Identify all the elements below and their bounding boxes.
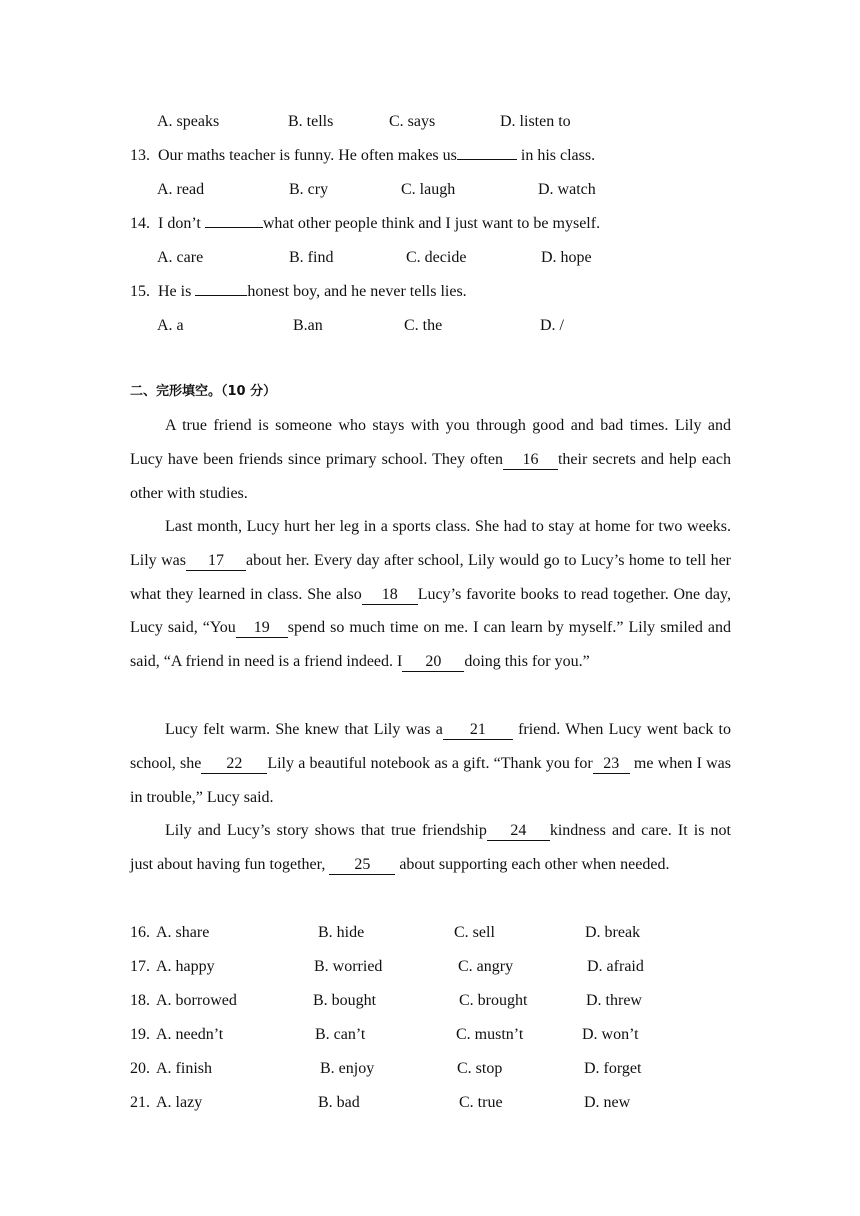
q13-option-a: A. read [157,181,205,198]
option-c: C. sell [454,924,495,941]
question-number: 13. [130,147,150,164]
blank-16: 16 [503,451,558,470]
choice-number: 17. [130,958,150,975]
passage-paragraph-4: Lily and Lucy’s story shows that true friendship 24 kindness and care. It is not just about having fun together, 25 about supporting each other when needed. [130,822,731,873]
blank-19: 19 [236,619,288,638]
q15-option-c: C. the [404,317,443,334]
blank-24: 24 [487,822,550,841]
q14-options [0,248,860,268]
option-b: B. enjoy [320,1060,375,1077]
option-b: B. bad [318,1094,360,1111]
option-d: D. new [584,1094,631,1111]
q15-option-d: D. / [540,317,564,334]
answer-blank [195,295,247,296]
q12-option-c: C. says [389,113,436,130]
q13-option-c: C. laugh [401,181,456,198]
blank-20: 20 [402,653,464,672]
q14-option-b: B. find [289,249,334,266]
question-14 [130,214,600,234]
blank-17: 17 [186,552,246,571]
choice-number: 20. [130,1060,150,1077]
option-d: D. threw [586,992,642,1009]
passage-paragraph-2: Last month, Lucy hurt her leg in a sports class. She had to stay at home for two weeks. Lily was 17 about her. Every day after school, Lily would go to Lucy’s home to tell her what they learned in class. She also 18 Lucy’s favorite books to read together. One day, Lucy said, “You 19 spend so much time on me. I can learn by myself.” Lily smiled and said, “A friend in need is a friend indeed. I 20 doing this for you.” [130,518,732,671]
option-c: C. angry [458,958,514,975]
blank-22: 22 [201,755,267,774]
choice-18 [0,991,860,1011]
question-number: 14. [130,215,150,232]
option-c: C. true [459,1094,503,1111]
option-d: D. forget [584,1060,642,1077]
q12-option-d: D. listen to [500,113,571,130]
option-d: D. afraid [587,958,644,975]
option-b: B. worried [314,958,383,975]
option-a: A. lazy [156,1094,203,1111]
option-d: D. won’t [582,1026,639,1043]
question-number: 15. [130,283,150,300]
option-b: B. can’t [315,1026,366,1043]
q12-option-a: A. speaks [157,113,220,130]
question-stem-end: in his class. [516,147,596,164]
option-c: C. stop [457,1060,503,1077]
option-a: A. borrowed [156,992,237,1009]
q14-option-a: A. care [157,249,204,266]
q13-option-d: D. watch [538,181,596,198]
option-a: A. share [156,924,210,941]
choice-21 [0,1093,860,1113]
choice-number: 19. [130,1026,150,1043]
choice-number: 16. [130,924,150,941]
option-b: B. bought [313,992,377,1009]
question-stem: He is [158,283,196,300]
passage-paragraph-3: Lucy felt warm. She knew that Lily was a 21 friend. When Lucy went back to school, she 22 Lily a beautiful notebook as a gift. “Thank you for 23 me when I was in trouble,” Lucy said. [130,721,731,806]
choice-19 [0,1025,860,1045]
question-13 [130,146,595,166]
choice-17 [0,957,860,977]
option-c: C. mustn’t [456,1026,524,1043]
q13-options [0,180,860,200]
q13-option-b: B. cry [289,181,329,198]
q15-options [0,316,860,336]
choice-number: 21. [130,1094,150,1111]
question-stem: I don’t [158,215,205,232]
passage-paragraph-1: A true friend is someone who stays with you through good and bad times. Lily and Lucy have been friends since primary school. They often 16 their secrets and help each other with studies. [130,417,731,502]
option-d: D. break [585,924,641,941]
blank-23: 23 [593,755,630,774]
option-b: B. hide [318,924,365,941]
q14-option-c: C. decide [406,249,467,266]
question-stem: Our maths teacher is funny. He often makes us [158,147,457,164]
choice-20 [0,1059,860,1079]
option-a: A. needn’t [156,1026,224,1043]
answer-blank [205,227,263,228]
q12-option-b: B. tells [288,113,334,130]
question-15 [130,282,467,302]
blank-18: 18 [362,586,418,605]
choice-16 [0,923,860,943]
option-a: A. finish [156,1060,212,1077]
q15-option-b: B.an [293,317,323,334]
section-heading: 二、完形填空。（10 分） [130,384,277,399]
choice-number: 18. [130,992,150,1009]
q14-option-d: D. hope [541,249,592,266]
q15-option-a: A. a [157,317,184,334]
option-c: C. brought [459,992,528,1009]
q12-options [0,112,860,132]
blank-25: 25 [329,856,395,875]
blank-21: 21 [443,721,513,740]
answer-blank [457,159,517,160]
option-a: A. happy [156,958,215,975]
question-stem-end: honest boy, and he never tells lies. [247,283,467,300]
question-stem-end: what other people think and I just want to be myself. [262,215,601,232]
